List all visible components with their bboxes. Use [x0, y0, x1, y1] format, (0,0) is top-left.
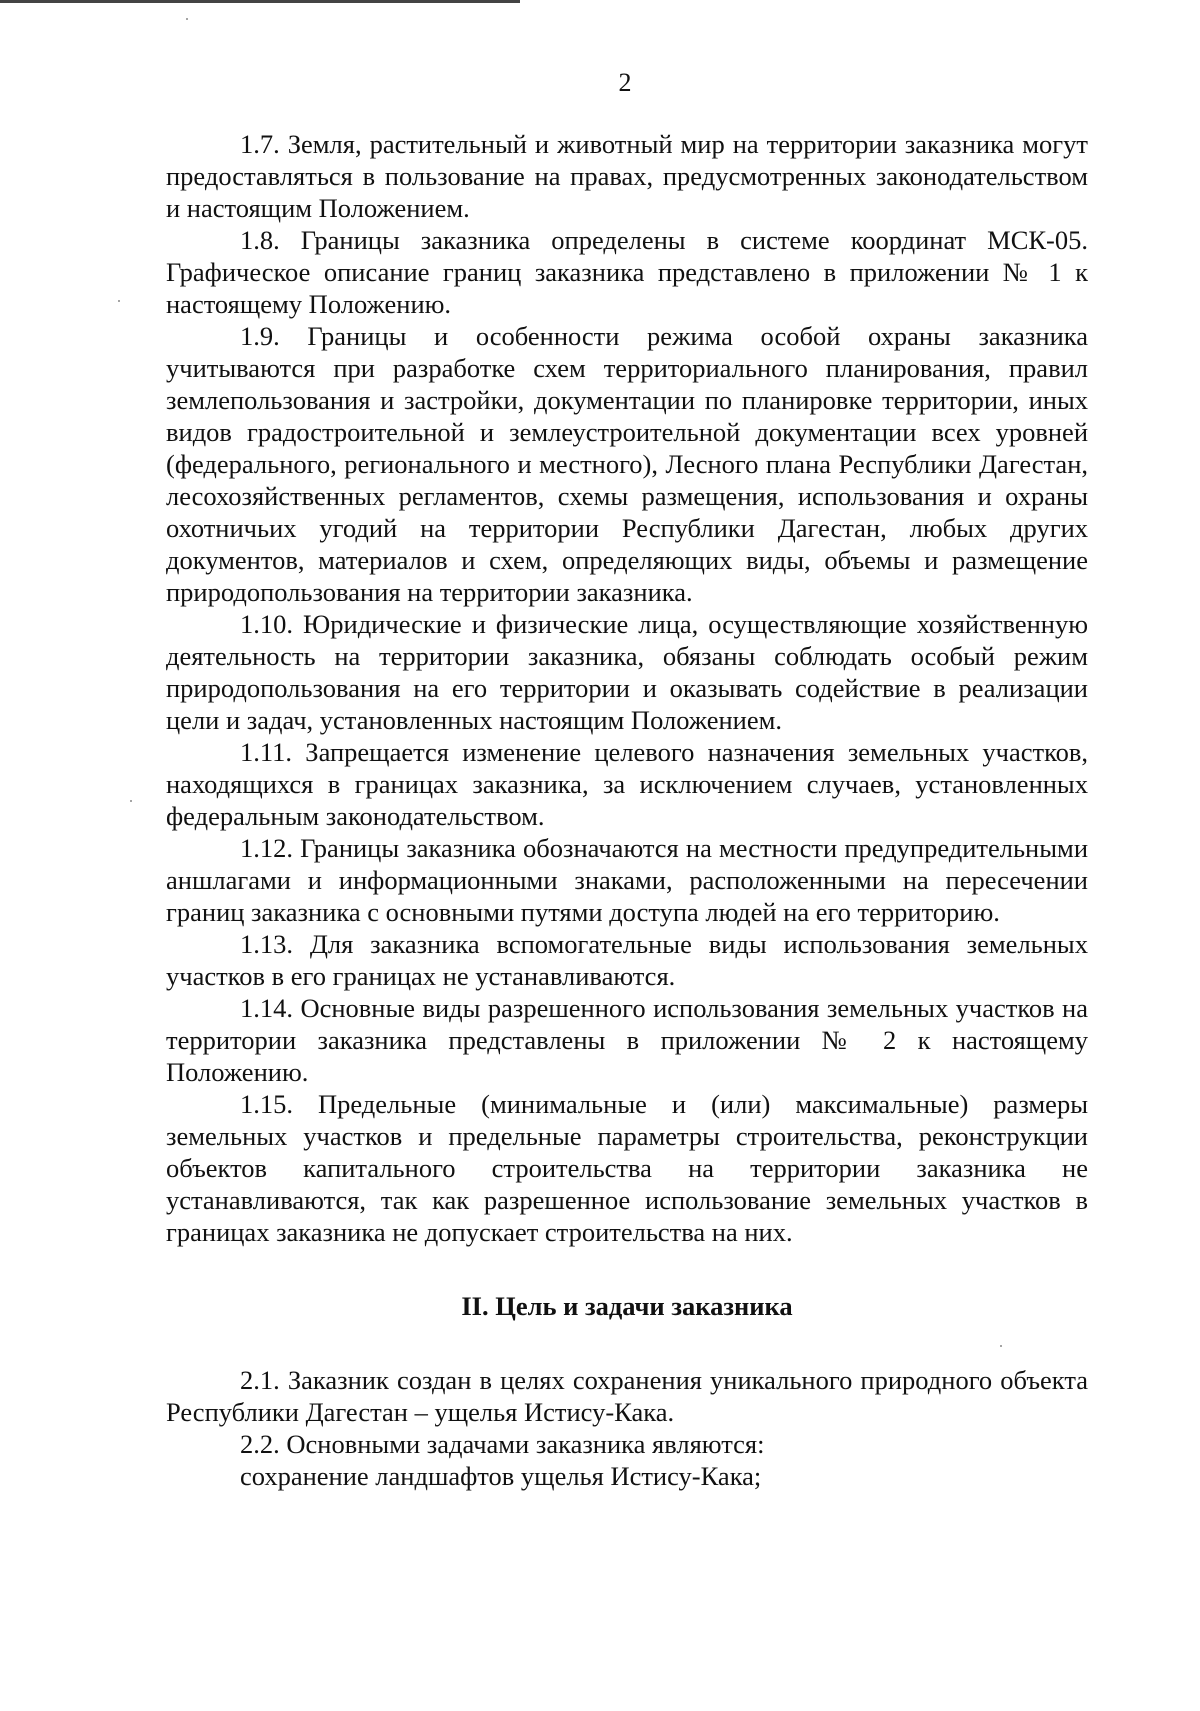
paragraph-1-10: 1.10. Юридические и физические лица, осуществляющие хозяйственную деятельность на территории заказника, обязаны соблюдать особый режим природопользования на его территории и оказывать содействие в реализации цели и задач, установленных настоящим Положением. — [166, 609, 1088, 735]
paragraph-1-11: 1.11. Запрещается изменение целевого назначения земельных участков, находящихся в границах заказника, за исключением случаев, установленных федеральным законодательством. — [166, 737, 1088, 831]
paragraph-1-15: 1.15. Предельные (минимальные и (или) максимальные) размеры земельных участков и предельные параметры строительства, реконструкции объектов капитального строительства на территории заказника не устанавливаются, так как разрешенное использование земельных участков в границах заказника не допускает строительства на них. — [166, 1089, 1088, 1247]
paragraph-1-12: 1.12. Границы заказника обозначаются на местности предупредительными аншлагами и информационными знаками, расположенными на пересечении границ заказника с основными путями доступа людей на его территорию. — [166, 833, 1088, 927]
paragraph-2-2: 2.2. Основными задачами заказника являются: — [240, 1429, 765, 1459]
paragraph-1-7: 1.7. Земля, растительный и животный мир на территории заказника могут предоставляться в пользование на правах, предусмотренных законодательством и настоящим Положением. — [166, 129, 1088, 223]
scan-speck — [186, 18, 188, 20]
paragraph-1-9: 1.9. Границы и особенности режима особой охраны заказника учитываются при разработке схем территориального планирования, правил землепользования и застройки, документации по планировке территории, иных видов градостроительной и землеустроительной документации всех уровней (федерального, регионального и местного), Лесного плана Республики Дагестан, лесохозяйственных регламентов, схемы размещения, использования и охраны охотничьих угодий на территории Республики Дагестан, любых других документов, материалов и схем, определяющих виды, объемы и размещение природопользования на территории заказника. — [166, 321, 1088, 607]
scan-speck — [118, 300, 120, 302]
paragraph-1-8: 1.8. Границы заказника определены в системе координат МСК-05. Графическое описание границ заказника представлено в приложении № 1 к настоящему Положению. — [166, 225, 1088, 319]
page-number: 2 — [618, 68, 632, 97]
list-item-landscapes: сохранение ландшафтов ущелья Истису-Кака; — [240, 1461, 762, 1491]
paragraph-1-14: 1.14. Основные виды разрешенного использования земельных участков на территории заказника представлены в приложении № 2 к настоящему Положению. — [166, 993, 1088, 1087]
section-heading: II. Цель и задачи заказника — [461, 1291, 793, 1321]
document-body — [166, 128, 1088, 1492]
scan-speck — [130, 800, 132, 802]
scan-top-edge — [0, 0, 520, 3]
paragraph-1-13: 1.13. Для заказника вспомогательные виды использования земельных участков в его границах не устанавливаются. — [166, 929, 1088, 991]
paragraph-2-1: 2.1. Заказник создан в целях сохранения уникального природного объекта Республики Дагестан – ущелья Истису-Кака. — [166, 1365, 1088, 1427]
